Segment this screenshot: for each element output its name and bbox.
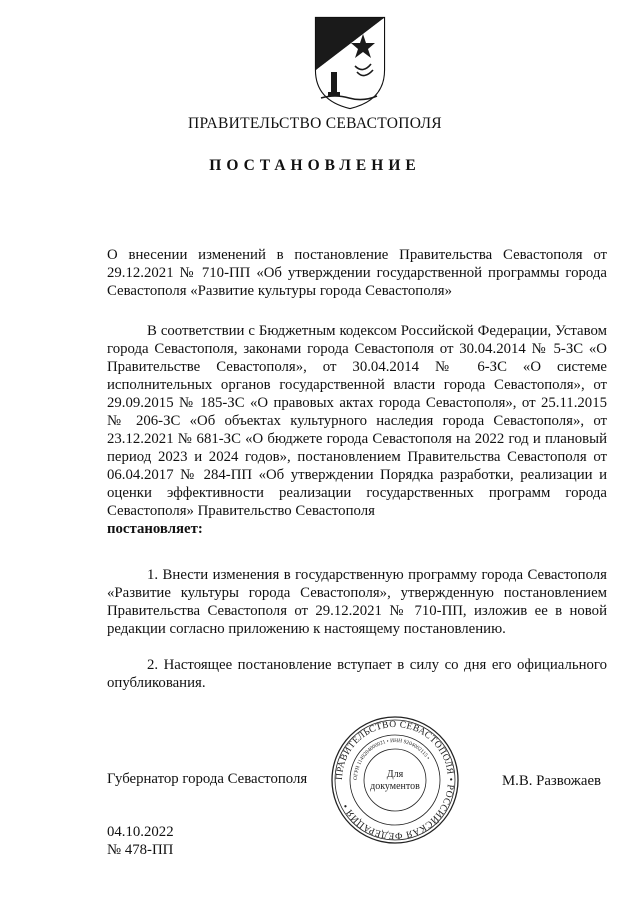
preamble-paragraph bbox=[107, 322, 607, 538]
document-date: 04.10.2022 bbox=[107, 824, 174, 840]
list-item-1: 1. Внести изменения в государственную программу города Севастополя «Развитие культуры города Севастополя», утвержденную постановлением Правительства Севастополя от 29.12.2021 № 710-ПП, изложив ее в новой редакции согласно приложению к настоящему постановлению. bbox=[107, 567, 607, 637]
government-name: ПРАВИТЕЛЬСТВО СЕВАСТОПОЛЯ bbox=[188, 115, 442, 132]
document-type-title: ПОСТАНОВЛЕНИЕ bbox=[209, 157, 421, 174]
document-number: № 478-ПП bbox=[107, 842, 174, 858]
seal-center-line-1: Для bbox=[386, 769, 404, 780]
seal-inner-text: ОГРН 1149204000021 • ИНН 9204002115 • bbox=[352, 737, 431, 781]
sevastopol-coat-of-arms-icon bbox=[311, 14, 389, 110]
document-subject: О внесении изменений в постановление Правительства Севастополя от 29.12.2021 № 710-ПП «Об утверждении государственной программы города Севастополя «Развитие культуры города Севастополя» bbox=[107, 247, 607, 299]
official-seal-stamp bbox=[329, 714, 461, 846]
preamble-text: В соответствии с Бюджетным кодексом Российской Федерации, Уставом города Севастополя, законами города Севастополя от 30.04.2014 № 5-ЗС «О Правительстве Севастополя», от 30.04.2014 № 6-ЗС «О системе исполнительных органов государственной власти города Севастополя», от 29.09.2015 № 185-ЗС «О правовых актах города Севастополя», от 25.11.2015 № 206-ЗС «Об объектах культурного наследия города Севастополя», от 23.12.2021 № 681-ЗС «О бюджете города Севастополя на 2022 год и плановый период 2023 и 2024 годов», постановлением Правительства Севастополя от 06.04.2017 № 284-ПП «Об утверждении Порядка разработки, реализации и оценки эффективности реализации государственных программ города Севастополя» Правительство Севастополя bbox=[107, 323, 607, 519]
decree-word: постановляет: bbox=[107, 521, 203, 537]
seal-center-line-2: документов bbox=[370, 781, 420, 792]
list-item-2: 2. Настоящее постановление вступает в силу со дня его официального опубликования. bbox=[107, 657, 607, 691]
seal-outer-text: ПРАВИТЕЛЬСТВО СЕВАСТОПОЛЯ • РОССИЙСКАЯ ФЕДЕРАЦИЯ • bbox=[334, 719, 456, 841]
signatory-position: Губернатор города Севастополя bbox=[107, 771, 308, 787]
signatory-name: М.В. Развожаев bbox=[502, 773, 602, 789]
